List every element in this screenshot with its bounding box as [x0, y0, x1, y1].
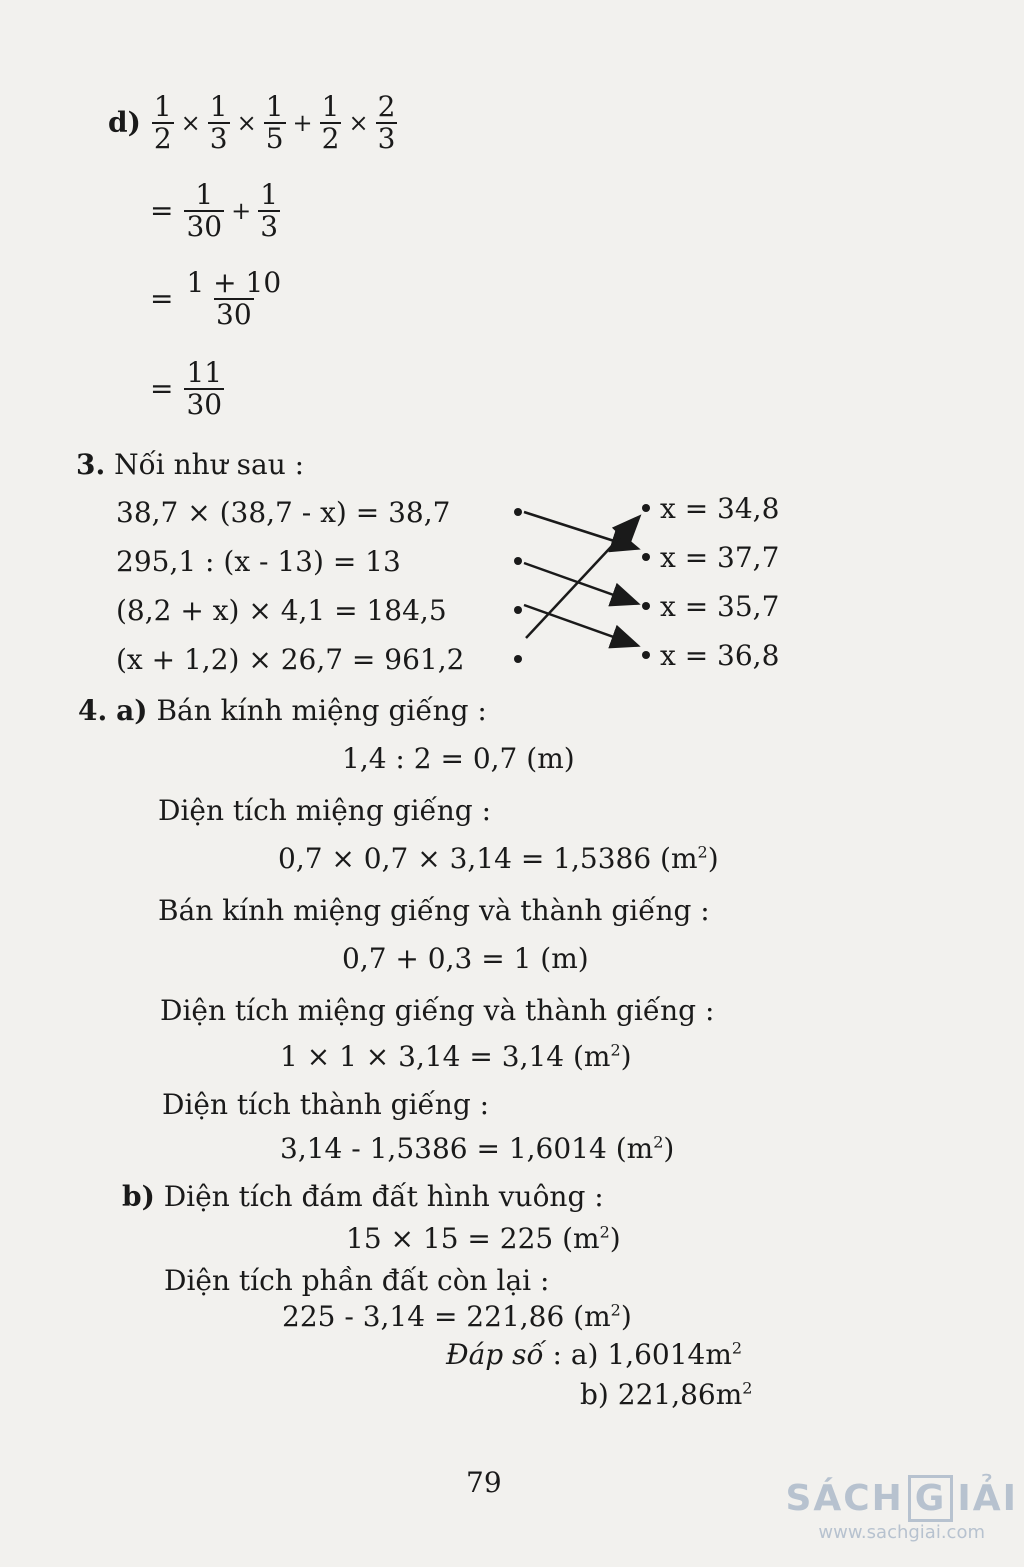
part-b-heading	[122, 1180, 604, 1214]
dot-right-2	[642, 553, 650, 561]
dot-left-4	[514, 655, 522, 663]
exercise-4-heading	[78, 694, 487, 728]
operator: +	[231, 197, 252, 225]
numerator: 2	[377, 90, 396, 123]
calc-line: 0,7 × 0,7 × 3,14 = 1,5386 $(m^2)$	[278, 842, 719, 875]
watermark-url: www.sachgiai.com	[818, 1522, 985, 1543]
text-line: Diện tích miệng giếng và thành giếng :	[160, 994, 715, 1027]
numerator: 1	[321, 90, 340, 123]
answer-label: Đáp số	[446, 1338, 544, 1371]
match-line-2	[524, 563, 636, 603]
part-a-label: a)	[116, 694, 148, 727]
answer-right-1: x = 34,8	[660, 492, 780, 525]
calc-line: 1,4 : 2 = 0,7 (m)	[342, 742, 575, 775]
answer-line-a: Đáp số : a) $1,6014m^2$	[446, 1338, 743, 1371]
calc-line: 3,14 - 1,5386 = 1,6014 $(m^2)$	[280, 1132, 675, 1165]
answer-right-4: x = 36,8	[660, 639, 780, 672]
match-line-3	[524, 605, 636, 645]
operator: +	[292, 109, 313, 137]
equation-left-1: 38,7 × (38,7 - x) = 38,7	[116, 496, 451, 529]
exercise-number: 3.	[76, 448, 106, 481]
dot-left-2	[514, 557, 522, 565]
denominator: 3	[209, 122, 228, 155]
exercise-number: 4.	[78, 694, 108, 727]
part-d-label: d)	[108, 106, 141, 139]
dot-left-1	[514, 508, 522, 516]
operator: ×	[180, 109, 201, 137]
numerator: 11	[186, 356, 223, 389]
exercise-title: Nối như sau :	[114, 448, 305, 481]
denominator: 2	[321, 122, 340, 155]
numerator: 1 + 10	[186, 266, 282, 299]
match-line-4	[526, 518, 638, 638]
numerator: 1	[153, 90, 172, 123]
calc-line: 0,7 + 0,3 = 1 (m)	[342, 942, 589, 975]
denominator: 30	[216, 298, 252, 331]
calc-line: 1 × 1 × 3,14 = 3,14 $(m^2)$	[280, 1040, 632, 1073]
dot-left-3	[514, 606, 522, 614]
calc-line: 225 - 3,14 = 221,86 $(m^2)$	[282, 1300, 632, 1333]
part-b-label: b)	[122, 1180, 155, 1213]
denominator: 5	[265, 122, 284, 155]
text-line: Diện tích phần đất còn lại :	[164, 1264, 550, 1297]
answer-line-b: b) $221,86m^2$	[580, 1378, 753, 1411]
match-line-1	[524, 512, 636, 548]
equation-left-3: (8,2 + x) × 4,1 = 184,5	[116, 594, 447, 627]
denominator: 2	[153, 122, 172, 155]
equals-sign: =	[150, 282, 174, 315]
text-line: Diện tích miệng giếng :	[158, 794, 492, 827]
denominator: 30	[186, 388, 223, 421]
text-line: Bán kính miệng giếng :	[156, 694, 487, 727]
answer-right-2: x = 37,7	[660, 541, 780, 574]
dot-right-4	[642, 651, 650, 659]
denominator: 30	[186, 210, 223, 243]
dot-right-3	[642, 602, 650, 610]
answer-right-3: x = 35,7	[660, 590, 780, 623]
text-line: Diện tích đám đất hình vuông :	[163, 1180, 604, 1213]
watermark-logo: SÁCH G IẢI	[785, 1475, 1018, 1522]
equation-left-4: (x + 1,2) × 26,7 = 961,2	[116, 643, 465, 676]
operator: ×	[236, 109, 257, 137]
numerator: 1	[260, 178, 279, 211]
text-line: Bán kính miệng giếng và thành giếng :	[158, 894, 710, 927]
denominator: 3	[377, 122, 396, 155]
numerator: 1	[195, 178, 214, 211]
text-line: Diện tích thành giếng :	[162, 1088, 490, 1121]
denominator: 3	[260, 210, 279, 243]
calc-line: 15 × 15 = 225 $(m^2)$	[346, 1222, 621, 1255]
dot-right-1	[642, 504, 650, 512]
equals-sign: =	[150, 372, 174, 405]
numerator: 1	[265, 90, 284, 123]
page-number: 79	[466, 1466, 502, 1499]
equation-left-2: 295,1 : (x - 13) = 13	[116, 545, 401, 578]
numerator: 1	[209, 90, 228, 123]
equals-sign: =	[150, 194, 174, 227]
operator: ×	[348, 109, 369, 137]
watermark	[785, 1475, 1018, 1543]
